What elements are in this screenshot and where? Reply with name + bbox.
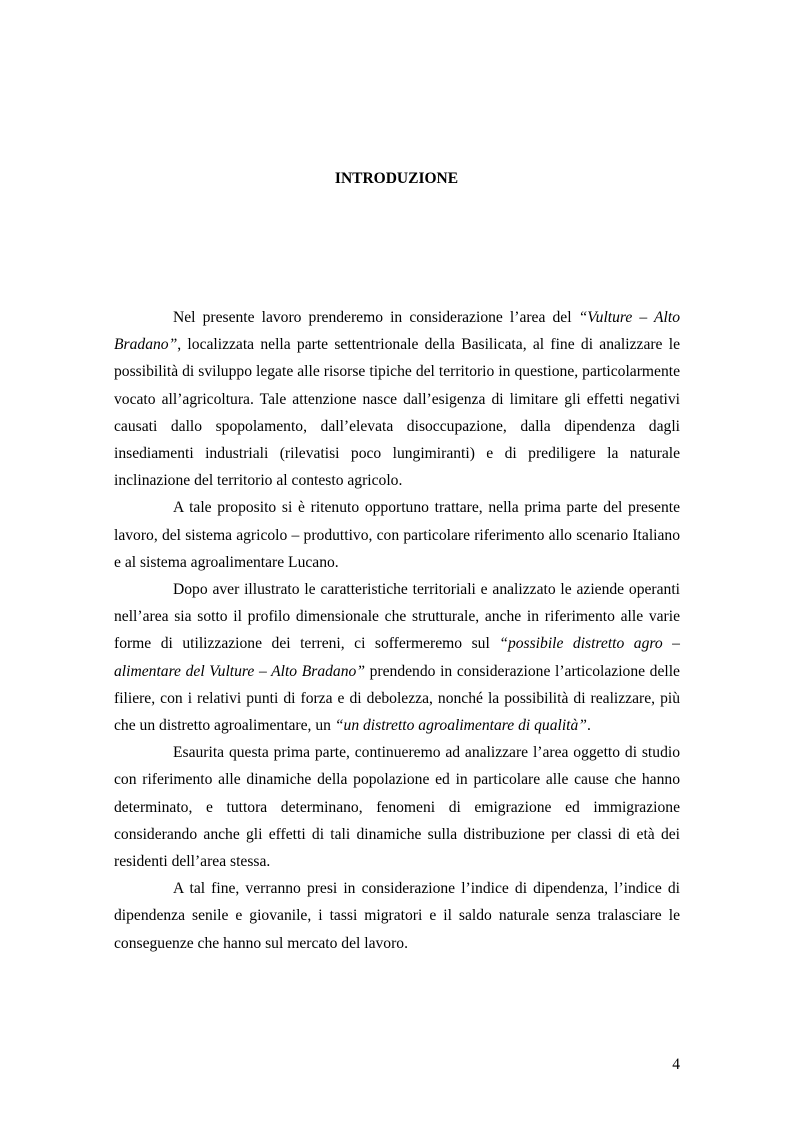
italic-quote: “Vulture – Alto Bradano” bbox=[114, 309, 681, 354]
paragraph-5 bbox=[114, 875, 680, 957]
paragraph-2 bbox=[114, 494, 680, 576]
text-segment: Dopo aver illustrato le caratteristiche territoriali e analizzato le aziende operanti nell’area sia sotto il profilo dimensionale che strutturale, anche in riferimento alle varie forme di utilizzazione dei terreni, ci soffermeremo sul bbox=[114, 581, 680, 653]
text-segment: prendendo in considerazione l’articolazione delle filiere, con i relativi punti di forza e di debolezza, nonché la possibilità di realizzare, più che un distretto agroalimentare, un bbox=[114, 662, 680, 735]
body-text bbox=[114, 304, 680, 957]
paragraph-3 bbox=[114, 576, 680, 739]
text-segment: Nel presente lavoro prenderemo in considerazione l’area del bbox=[173, 309, 579, 326]
page-title: INTRODUZIONE bbox=[334, 170, 459, 187]
text-segment: A tale proposito si è ritenuto opportuno trattare, nella prima parte del presente lavoro, del sistema agricolo – produttivo, con particolare riferimento allo scenario Italiano e al sistema agroalimentare Lucano. bbox=[114, 499, 680, 571]
italic-quote: “possibile distretto agro – alimentare del Vulture – Alto Bradano” bbox=[114, 635, 680, 680]
text-segment: , localizzata nella parte settentrionale della Basilicata, al fine di analizzare le possibilità di sviluppo legate alle risorse tipiche del territorio in questione, particolarmente vocato all’agricoltura. Tale attenzione nasce dall’esigenza di limitare gli effetti negativi causati dallo spopolamento, dall’elevata disoccupazione, dalla dipendenza dagli insediamenti industriali (rilevatisi poco lungimiranti) e di prediligere la naturale inclinazione del territorio al contesto agricolo. bbox=[114, 336, 680, 490]
text-segment: A tal fine, verranno presi in considerazione l’indice di dipendenza, l’indice di dipendenza senile e giovanile, i tassi migratori e il saldo naturale senza tralasciare le conseguenze che hanno sul mercato del lavoro. bbox=[114, 880, 680, 952]
text-segment: Esaurita questa prima parte, continueremo ad analizzare l’area oggetto di studio con riferimento alle dinamiche della popolazione ed in particolare alle cause che hanno determinato, e tuttora determinano, fenomeni di emigrazione ed immigrazione considerando anche gli effetti di tali dinamiche sulla distribuzione per classi di età dei residenti dell’area stessa. bbox=[114, 744, 680, 871]
paragraph-4 bbox=[114, 739, 680, 875]
page-number: 4 bbox=[672, 1056, 680, 1073]
paragraph-1 bbox=[114, 304, 680, 494]
text-segment: . bbox=[586, 717, 591, 735]
italic-quote: “un distretto agroalimentare di qualità” bbox=[334, 717, 587, 735]
